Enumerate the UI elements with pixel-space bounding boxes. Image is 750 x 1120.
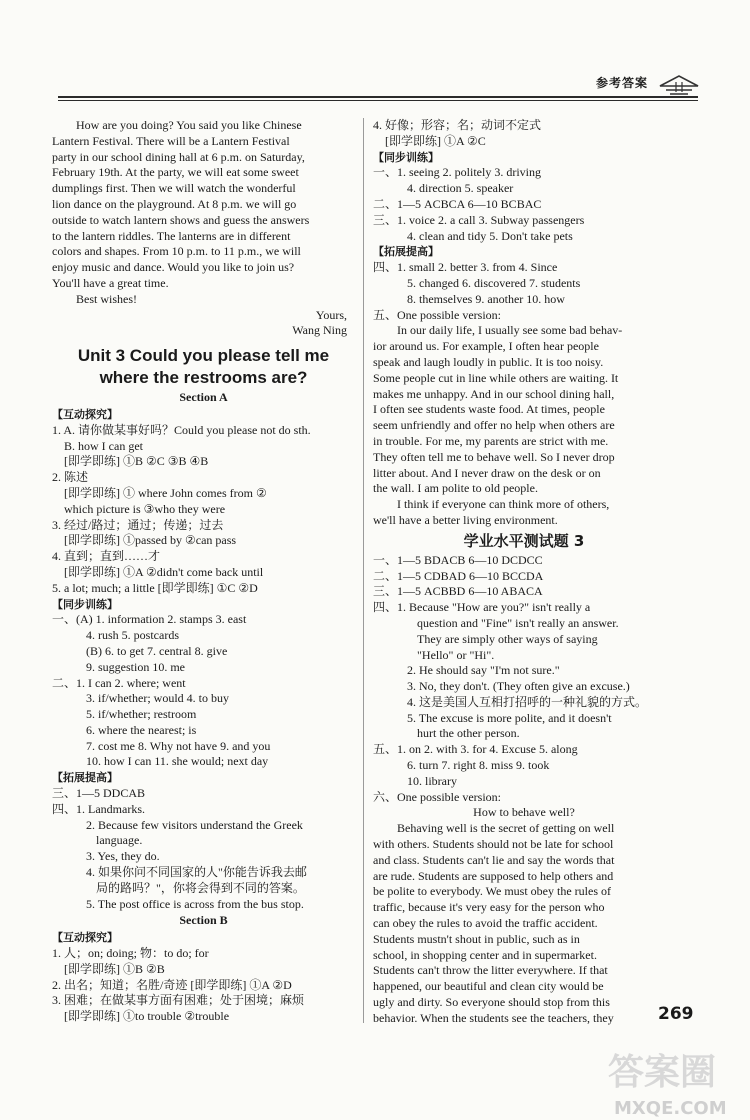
test-title: 学业水平测试题 3: [463, 531, 585, 550]
text-line: "Hello" or "Hi".: [417, 647, 495, 662]
right-block-3: [373, 553, 675, 806]
text-line: lion dance on the playground. At 8 p.m. we will go: [52, 196, 297, 211]
text-line: 6. turn 7. right 8. miss 9. took: [407, 758, 550, 773]
text-line: 5. changed 6. discovered 7. students: [407, 275, 581, 290]
text-line: 四、1. small 2. better 3. from 4. Since: [373, 260, 558, 275]
text-line: 4. rush 5. postcards: [86, 628, 179, 643]
text-line: seem unfriendly and offer no help when others are: [373, 418, 615, 433]
text-line: 2. 出名；知道；名胜/奇迹 [即学即练] ①A ②D: [52, 977, 292, 992]
text-line: [即学即练] ①passed by ②can pass: [64, 533, 237, 548]
unit-title-line-1: Unit 3 Could you please tell me: [77, 346, 330, 366]
text-line: 8. themselves 9. another 10. how: [407, 291, 565, 306]
text-line: How are you doing? You said you like Chinese: [76, 118, 302, 132]
text-line: with others. Students should not be late for school: [373, 837, 614, 852]
text-line: 10. how I can 11. she would; next day: [86, 754, 269, 769]
watermark-text: 答案圈: [608, 1052, 717, 1093]
text-line: 4. 这是美国人互相打招呼的一种礼貌的方式。: [407, 694, 648, 709]
right-tag-practice: 【同步训练】: [373, 150, 439, 164]
text-line: makes me unhappy. And in our school dining hall,: [373, 386, 615, 401]
text-line: I often see students waste food. At times, people: [373, 402, 605, 417]
left-block-3: [52, 786, 355, 912]
text-line: 二、1—5 ACBCA 6—10 BCBAC: [373, 196, 542, 211]
text-line: [即学即练] ①to trouble ②trouble: [64, 1009, 230, 1024]
text-line: 4. clean and tidy 5. Don't take pets: [407, 228, 573, 243]
text-line: and class. Students can't lie and say the words that: [373, 852, 615, 867]
text-line: in trouble. For me, my parents are strict with me.: [373, 433, 609, 448]
essay-2-title: How to behave well?: [473, 805, 575, 820]
text-line: 3. 经过/路过；通过；传递；过去: [52, 517, 224, 532]
text-line: 5. The post office is across from the bus stop.: [86, 896, 304, 911]
text-line: 4. direction 5. speaker: [407, 181, 514, 196]
text-line: 2. 陈述: [52, 470, 89, 485]
right-tag-extension: 【拓展提高】: [373, 245, 439, 259]
text-line: 10. library: [407, 773, 457, 788]
text-line: 三、1—5 DDCAB: [52, 786, 146, 801]
text-line: 五、1. on 2. with 3. for 4. Excuse 5. along: [373, 742, 578, 757]
essay-1-end-line-2: we'll have a better living environment.: [373, 512, 558, 527]
text-line: [即学即练] ①A ②didn't come back until: [64, 564, 264, 579]
block-tag-interactive-b: 【互动探究】: [52, 931, 118, 945]
text-line: Students can't throw the litter everywhere. If that: [373, 963, 608, 978]
block-tag-interactive: 【互动探究】: [52, 407, 118, 421]
text-line: school, in shopping center and in supermarket.: [373, 947, 597, 962]
text-line: question and "Fine" isn't really an answer.: [417, 615, 619, 630]
text-line: 3. if/whether; would 4. to buy: [86, 691, 229, 706]
text-line: colors and shapes. From 10 p.m. to 11 p.m., we will: [52, 244, 301, 259]
text-line: speak and laugh loudly in public. It is too noisy.: [373, 354, 604, 369]
watermark-logo: [600, 1040, 750, 1120]
column-divider: [363, 118, 364, 1023]
text-line: 二、1—5 CDBAD 6—10 BCCDA: [373, 568, 544, 583]
text-line: enjoy music and dance. Would you like to join us?: [52, 260, 295, 275]
text-line: language.: [96, 833, 143, 848]
text-line: 四、1. Landmarks.: [52, 801, 145, 816]
text-line: the wall. I am polite to old people.: [373, 481, 538, 496]
text-line: 一、1—5 BDACB 6—10 DCDCC: [373, 552, 543, 567]
section-a-title: Section A: [179, 390, 228, 405]
text-line: 二、1. I can 2. where; went: [52, 675, 186, 690]
text-line: party in our school dining hall at 6 p.m. on Saturday,: [52, 149, 305, 164]
pagoda-logo-icon: [656, 70, 702, 98]
page-number: 269: [658, 1004, 694, 1024]
text-line: 三、1—5 ACBBD 6—10 ABACA: [373, 584, 543, 599]
text-line: 三、1. voice 2. a call 3. Subway passengers: [373, 212, 585, 227]
text-line: outside to watch lantern shows and guess the answers: [52, 212, 310, 227]
text-line: 3. Yes, they do.: [86, 849, 160, 864]
text-line: 2. He should say "I'm not sure.": [407, 663, 560, 678]
text-line: 4. 直到；直到……才: [52, 549, 161, 564]
letter-body: [52, 118, 355, 292]
letter-sign-yours: Yours,: [315, 307, 347, 322]
left-column: [52, 118, 355, 1025]
text-line: are rude. Students are supposed to help others and: [373, 868, 614, 883]
text-line: 2. Because few visitors understand the Greek: [86, 817, 303, 832]
text-line: You'll have a great time.: [52, 275, 169, 290]
text-line: ugly and dirty. So everyone should stop from this: [373, 995, 610, 1010]
text-line: to the lantern riddles. The lanterns are in different: [52, 228, 291, 243]
text-line: traffic, because it's very easy for the person who: [373, 900, 605, 915]
text-line: behavior. When the students see the teachers, they: [373, 1010, 614, 1025]
left-block-4: [52, 946, 355, 1025]
text-line: 5. if/whether; restroom: [86, 707, 197, 722]
text-line: 4. 如果你问不同国家的人"你能告诉我去邮: [86, 865, 307, 880]
text-line: Lantern Festival. There will be a Lantern Festival: [52, 133, 290, 148]
text-line: which picture is ③who they were: [64, 501, 226, 516]
text-line: 1. 人；on; doing; 物：to do; for: [52, 946, 209, 961]
right-column: [373, 118, 675, 1027]
block-tag-extension: 【拓展提高】: [52, 771, 118, 785]
text-line: They often tell me to behave well. So I never drop: [373, 449, 615, 464]
text-line: happened, our beautiful and clean city would be: [373, 979, 604, 994]
text-line: 5. a lot; much; a little [即学即练] ①C ②D: [52, 580, 258, 595]
right-block-2: [373, 260, 675, 323]
left-block-2: [52, 612, 355, 770]
text-line: 一、1. seeing 2. politely 3. driving: [373, 165, 541, 180]
text-line: can obey the rules to avoid the traffic accident.: [373, 916, 598, 931]
section-b-title: Section B: [179, 913, 228, 928]
left-block-1: [52, 423, 355, 597]
text-line: Some people cut in line while others are waiting. It: [373, 370, 619, 385]
text-line: 一、(A) 1. information 2. stamps 3. east: [52, 612, 247, 627]
text-line: (B) 6. to get 7. central 8. give: [86, 643, 228, 658]
text-line: In our daily life, I usually see some bad behav-: [397, 323, 623, 338]
text-line: 3. No, they don't. (They often give an excuse.): [407, 679, 630, 694]
text-line: 4. 好像；形容；名；动词不定式: [373, 118, 542, 132]
text-line: [即学即练] ①B ②B: [64, 961, 165, 976]
right-top: [373, 118, 675, 150]
letter-sign-name: Wang Ning: [292, 323, 347, 338]
right-block-1: [373, 165, 675, 244]
text-line: [即学即练] ①B ②C ③B ④B: [64, 454, 209, 469]
text-line: ior around us. For example, I often hear people: [373, 339, 599, 354]
text-line: 9. suggestion 10. me: [86, 659, 185, 674]
text-line: [即学即练] ①A ②C: [385, 133, 486, 148]
text-line: Students mustn't shout in public, such as in: [373, 931, 580, 946]
header-label: 参考答案: [596, 76, 649, 90]
watermark-url: MXQE.COM: [614, 1098, 727, 1119]
text-line: 局的路吗？"，你将会得到不同的答案。: [96, 880, 305, 895]
text-line: They are simply other ways of saying: [417, 631, 598, 646]
text-line: 六、One possible version:: [373, 789, 501, 804]
text-line: 3. 困难；在做某事方面有困难；处于困境；麻烦: [52, 993, 305, 1008]
text-line: 1. A. 请你做某事好吗？Could you please not do sth.: [52, 422, 311, 437]
text-line: be polite to everybody. We must obey the rules of: [373, 884, 611, 899]
text-line: Behaving well is the secret of getting on well: [397, 821, 615, 836]
text-line: 五、One possible version:: [373, 307, 501, 322]
text-line: [即学即练] ① where John comes from ②: [64, 485, 267, 500]
text-line: hurt the other person.: [417, 726, 520, 741]
essay-2: [373, 821, 675, 1026]
block-tag-practice: 【同步训练】: [52, 597, 118, 611]
text-line: 5. The excuse is more polite, and it doesn't: [407, 710, 612, 725]
text-line: 7. cost me 8. Why not have 9. and you: [86, 738, 271, 753]
essay-1-end-line-1: I think if everyone can think more of others,: [397, 497, 610, 512]
text-line: dumplings first. Then we will watch the wonderful: [52, 181, 296, 196]
text-line: February 19th. At the party, we will eat some sweet: [52, 165, 299, 180]
text-line: litter about. And I never draw on the desk or on: [373, 465, 601, 480]
essay-1: [373, 323, 675, 497]
text-line: 四、1. Because "How are you?" isn't really a: [373, 600, 591, 615]
text-line: 6. where the nearest; is: [86, 722, 197, 737]
unit-title-line-2: where the restrooms are?: [99, 368, 308, 388]
text-line: B. how I can get: [64, 438, 143, 453]
letter-closing: Best wishes!: [76, 291, 137, 306]
header-rule-thin: [58, 100, 698, 101]
header-rule: [58, 96, 698, 98]
